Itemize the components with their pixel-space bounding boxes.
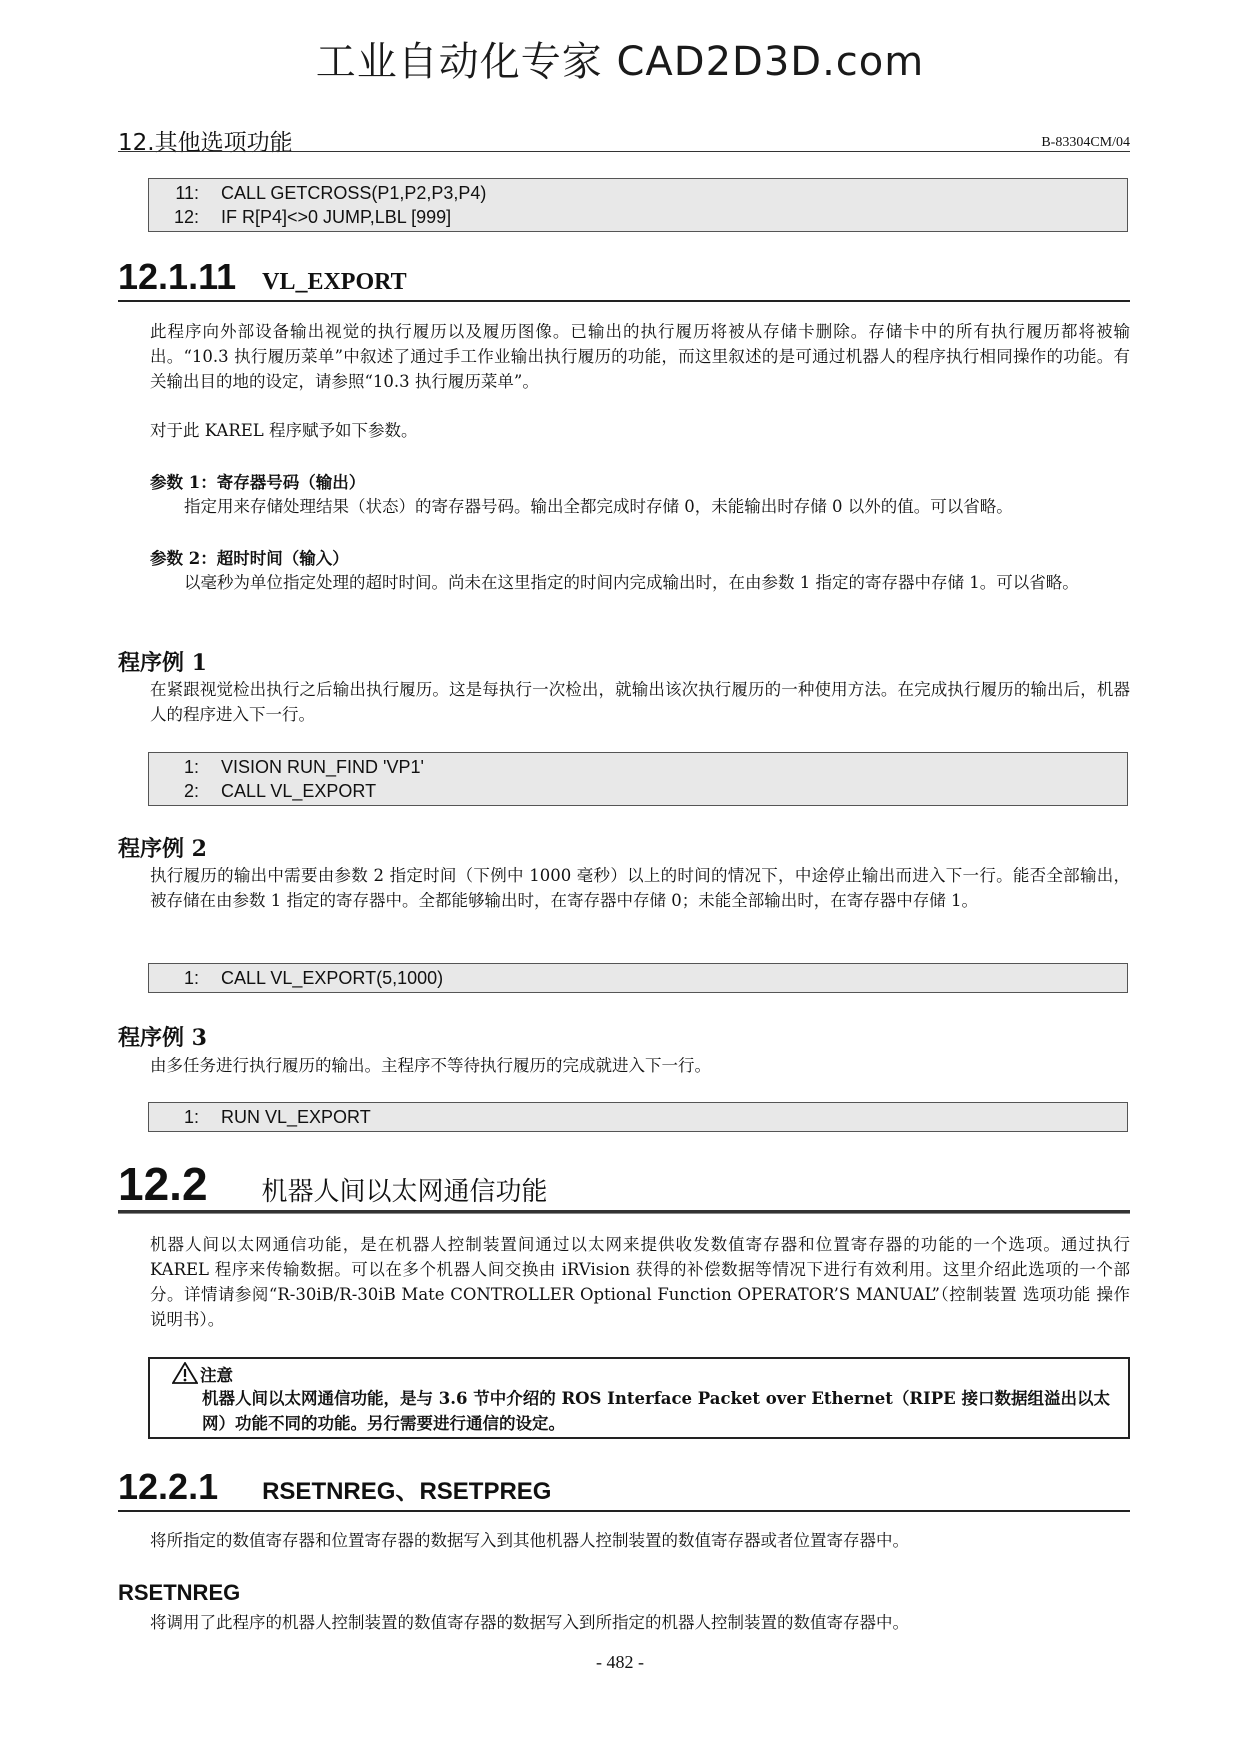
code-line: [149, 1105, 1127, 1129]
example3-desc: 由多任务进行执行履历的输出。主程序不等待执行履历的完成就进入下一行。: [150, 1056, 711, 1075]
running-header-doc-id: B-83304CM/04: [1041, 135, 1130, 150]
code-line-number: 12:: [173, 207, 199, 227]
code-block-top: [148, 178, 1128, 232]
header-rule: [118, 151, 1130, 152]
watermark: 工业自动化专家 CAD2D3D.com: [315, 39, 925, 85]
rsetnreg-desc: 将调用了此程序的机器人控制装置的数值寄存器的数据写入到所指定的机器人控制装置的数值寄存器中。: [150, 1613, 909, 1632]
code-line-text: CALL VL_EXPORT(5,1000): [221, 968, 444, 988]
vl-export-intro: 此程序向外部设备输出视觉的执行履历以及履历图像。已输出的执行履历将被从存储卡删除。存储卡中的所有执行履历都将被输出。“10.3 执行履历菜单”中叙述了通过手工作业输出执行履历的功能，而这里叙述的是可通过机器人的程序执行相同操作的功能。有关输出目的地的设定，请参照“10.3 执行履历菜单”。: [150, 322, 1130, 391]
section-rule: [118, 1210, 1130, 1214]
section-number: 12.2.1: [118, 1466, 219, 1507]
caution-icon: [172, 1362, 198, 1388]
section-title: 机器人间以太网通信功能: [261, 1177, 548, 1207]
example3-title: 程序例 3: [118, 1025, 207, 1051]
rsetnreg-heading: RSETNREG: [118, 1580, 241, 1605]
section-heading-12-1-11: [118, 256, 407, 298]
example2-title: 程序例 2: [118, 836, 207, 862]
code-line-text: CALL GETCROSS(P1,P2,P3,P4): [221, 183, 487, 203]
param2-desc: 以毫秒为单位指定处理的超时时间。尚未在这里指定的时间内完成输出时，在由参数 1 指定的寄存器中存储 1。可以省略。: [184, 573, 1079, 592]
code-line-text: IF R[P4]<>0 JUMP,LBL [999]: [221, 207, 452, 227]
code-line-number: 2:: [183, 781, 199, 801]
code-line-number: 1:: [183, 968, 199, 988]
code-line-text: RUN VL_EXPORT: [221, 1107, 371, 1127]
example2-desc: 执行履历的输出中需要由参数 2 指定时间（下例中 1000 毫秒）以上的时间的情况下，中途停止输出而进入下一行。能否全部输出，被存储在由参数 1 指定的寄存器中。全都能够输出时，在寄存器中存储 0；未能全部输出时，在寄存器中存储 1。: [150, 866, 1130, 910]
code-line-number: 11:: [175, 183, 199, 203]
param1-label: 参数 1：寄存器号码（输出）: [150, 473, 366, 492]
code-line-number: 1:: [183, 757, 199, 777]
robot-ethernet-desc: 机器人间以太网通信功能，是在机器人控制装置间通过以太网来提供收发数值寄存器和位置寄存器的功能的一个选项。通过执行 KAREL 程序来传输数据。可以在多个机器人间交换由 iRVision 获得的补偿数据等情况下进行有效利用。这里介绍此选项的一个部分。详情请参阅“R-30iB/R-30iB Mate CONTROLLER Optional Function OPERATOR’S MANUAL”（控制装置 选项功能 操作说明书）。: [150, 1235, 1130, 1329]
caution-text: 机器人间以太网通信功能，是与 3.6 节中介绍的 ROS Interface Packet over Ethernet（RIPE 接口数据组溢出以太网）功能不同的功能。另行需要进行通信的设定。: [202, 1389, 1110, 1433]
code-line-text: CALL VL_EXPORT: [221, 781, 377, 801]
section-heading-12-2-1: [118, 1466, 551, 1508]
code-line-number: 1:: [183, 1107, 199, 1127]
example1-title: 程序例 1: [118, 650, 207, 676]
param1-desc: 指定用来存储处理结果（状态）的寄存器号码。输出全都完成时存储 0，未能输出时存储 0 以外的值。可以省略。: [184, 497, 1013, 516]
example1-desc: 在紧跟视觉检出执行之后输出执行履历。这是每执行一次检出，就输出该次执行履历的一种使用方法。在完成执行履历的输出后，机器人的程序进入下一行。: [150, 680, 1130, 724]
section-heading-12-2: [118, 1157, 548, 1211]
code-line: [149, 755, 1127, 779]
section-rule: [118, 1510, 1130, 1512]
section-number: 12.1.11: [118, 256, 237, 297]
section-number: 12.2: [118, 1158, 208, 1210]
section-rule: [118, 300, 1130, 302]
running-header-section: 12.其他选项功能: [118, 130, 293, 156]
param2-label: 参数 2：超时时间（输入）: [150, 549, 349, 568]
page-number: - 482 -: [596, 1652, 644, 1672]
code-line: [149, 966, 1127, 990]
vl-export-params-intro: 对于此 KAREL 程序赋予如下参数。: [150, 421, 418, 440]
code-block-example3: [148, 1102, 1128, 1132]
code-line: [149, 779, 1127, 803]
code-line: [149, 181, 1127, 205]
code-line-text: VISION RUN_FIND 'VP1': [221, 757, 424, 777]
code-line: [149, 205, 1127, 229]
rsetnreg-rsetpreg-desc: 将所指定的数值寄存器和位置寄存器的数据写入到其他机器人控制装置的数值寄存器或者位置寄存器中。: [150, 1531, 909, 1550]
code-block-example2: [148, 963, 1128, 993]
section-title: VL_EXPORT: [262, 269, 407, 295]
code-block-example1: [148, 752, 1128, 806]
caution-heading: 注意: [200, 1366, 233, 1385]
section-title: RSETNREG、RSETPREG: [262, 1478, 552, 1505]
